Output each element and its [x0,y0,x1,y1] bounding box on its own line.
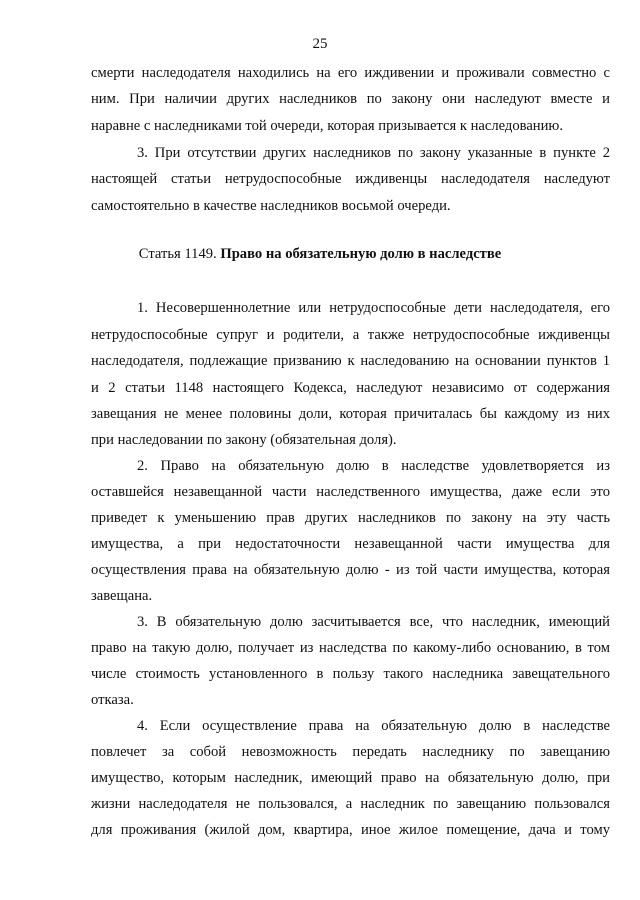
article-title: Право на обязательную долю в наследстве [220,246,502,262]
text-line: отказа. [91,692,134,708]
page-number: 25 [312,36,328,52]
text-line: право на такую долю, получает из наследства по какому-либо основанию, в том [91,640,610,656]
text-line: 3. При отсутствии других наследников по закону указанные в пункте 2 [137,145,610,161]
text-line: при наследовании по закону (обязательная доля). [91,432,397,448]
text-line: 3. В обязательную долю засчитывается все, что наследник, имеющий [137,614,610,630]
text-line: смерти наследодателя находились на его иждивении и проживали совместно с [91,65,610,81]
text-line: имущество, которым наследник, имеющий право на обязательную долю, при [91,770,610,786]
text-line: завещана. [91,588,153,604]
text-line: ним. При наличии других наследников по закону они наследуют вместе и [91,91,610,107]
text-line: для проживания (жилой дом, квартира, иное жилое помещение, дача и тому [91,822,610,838]
text-line: наравне с наследниками той очереди, которая призывается к наследованию. [91,118,563,134]
text-line: оставшейся незавещанной части наследственного имущества, даже если это [91,484,610,500]
text-line: настоящей статьи нетрудоспособные иждивенцы наследодателя наследуют [91,171,610,187]
article-number: Статья 1149. [138,246,221,262]
text-line: повлечет за собой невозможность передать наследнику по завещанию [91,744,610,760]
text-line: 2. Право на обязательную долю в наследстве удовлетворяется из [137,458,610,474]
text-line: и 2 статьи 1148 настоящего Кодекса, наследуют независимо от содержания [91,380,610,396]
text-line: жизни наследодателя не пользовался, а наследник по завещанию пользовался [91,796,610,812]
text-line: наследодателя, подлежащие призванию к наследованию на основании пунктов 1 [91,353,610,369]
article-heading [0,247,640,262]
text-line: приведет к уменьшению прав других наследников по закону на эту часть [91,510,610,526]
text-line: числе стоимость установленного в пользу такого наследника завещательного [91,666,610,682]
text-line: имущества, а при недостаточности незавещанной части имущества для [91,536,610,552]
text-line: осуществления права на обязательную долю - из той части имущества, которая [91,562,610,578]
text-line: 1. Несовершеннолетние или нетрудоспособные дети наследодателя, его [137,300,610,316]
text-line: 4. Если осуществление права на обязательную долю в наследстве [137,718,610,734]
text-line: завещания не менее половины доли, которая причиталась бы каждому из них [91,406,610,422]
text-line: нетрудоспособные супруг и родители, а также нетрудоспособные иждивенцы [91,327,610,343]
text-line: самостоятельно в качестве наследников восьмой очереди. [91,198,451,214]
